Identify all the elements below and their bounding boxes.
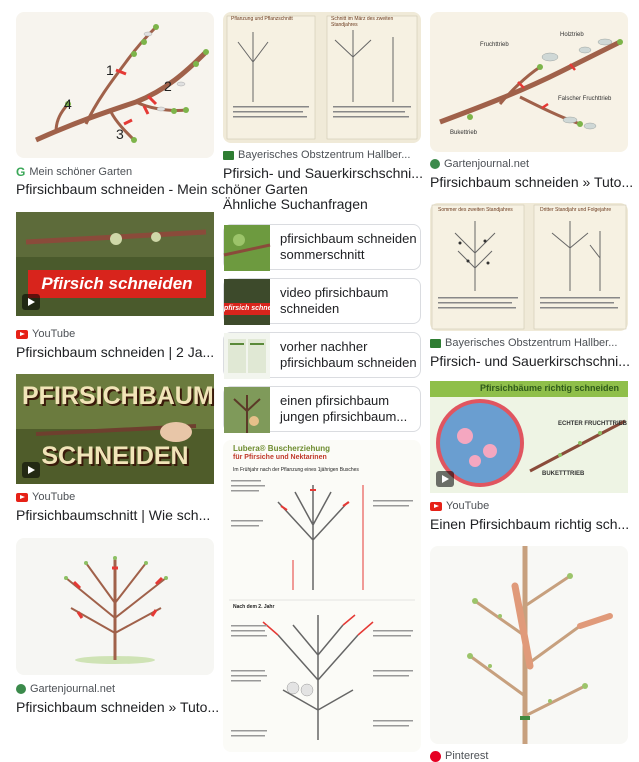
pruning-chart-image <box>223 12 421 143</box>
gartenjournal-icon <box>16 684 26 694</box>
result-source: Bayerisches Obstzentrum Hallber... <box>430 337 628 349</box>
result-title[interactable]: Pfirsich- und Sauerkirschschni... <box>223 165 423 181</box>
label-echter-fruchttrieb: ECHTER FRUCHTTRIEB <box>558 421 627 427</box>
result-thumbnail[interactable] <box>430 12 628 152</box>
result-thumbnail[interactable] <box>16 212 214 316</box>
video-overlay-title: Pfirsichbäume richtig schneiden <box>480 383 620 393</box>
related-search-label: einen pfirsichbaum jungen pfirsichbaum... <box>280 393 408 424</box>
youtube-icon <box>16 493 28 502</box>
result-thumbnail[interactable] <box>16 538 214 675</box>
result-thumbnail[interactable] <box>430 546 628 744</box>
obstzentrum-icon <box>430 339 441 348</box>
result-title[interactable]: Pfirsichbaum schneiden | 2 Ja... <box>16 344 215 360</box>
result-source: YouTube <box>16 491 214 503</box>
obstzentrum-icon <box>223 151 234 160</box>
result-title[interactable]: Pfirsichbaumschnitt | Wie sch... <box>16 507 211 523</box>
pinterest-icon <box>430 751 441 762</box>
chart-heading-right: Schnitt im März des zweiten Standjahres <box>331 16 394 28</box>
branch-number-1: 1 <box>106 62 114 78</box>
branch-number-3: 3 <box>116 126 124 142</box>
result-source: YouTube <box>430 500 628 512</box>
result-title[interactable]: Pfirsich- und Sauerkirschschni... <box>430 353 630 369</box>
result-thumbnail[interactable] <box>430 381 628 493</box>
play-icon <box>436 471 454 487</box>
result-title[interactable]: Pfirsichbaum schneiden » Tuto... <box>16 699 220 715</box>
lubera-subtitle: für Pfirsiche und Nektarinen <box>233 454 327 461</box>
video-overlay-subtitle: SCHNEIDEN <box>41 442 189 470</box>
lubera-title: Lubera® Buscherziehung <box>233 444 331 453</box>
result-thumbnail[interactable] <box>16 374 214 484</box>
related-search-item[interactable] <box>223 224 421 270</box>
video-thumbnail-image <box>430 381 628 493</box>
branch-number-2: 2 <box>164 78 172 94</box>
label-falscher-fruchttrieb: Falscher Fruchttrieb <box>558 96 612 102</box>
chart-heading-left: Pflanzung und Pflanzschnitt <box>231 16 293 22</box>
pruning-chart-image <box>430 203 628 331</box>
mein-schoener-garten-icon: G <box>16 165 26 179</box>
label-bukettrieb: BUKETTTRIEB <box>542 471 585 477</box>
result-thumbnail[interactable] <box>223 12 421 143</box>
label-fruchttrieb: Fruchttrieb <box>480 42 509 48</box>
play-icon <box>22 294 40 310</box>
result-thumbnail[interactable] <box>223 440 421 752</box>
chart-heading-right: Dritter Standjahr und Folgejahre <box>540 207 612 213</box>
related-thumbnail <box>224 333 270 379</box>
label-holztrieb: Holztrieb <box>560 32 584 38</box>
result-source: Gartenjournal.net <box>16 683 214 695</box>
related-search-item[interactable] <box>223 332 421 378</box>
lubera-year1-heading: Im Frühjahr nach der Pflanzung eines 1jährigen Busches <box>233 467 359 473</box>
youtube-icon <box>430 502 442 511</box>
related-thumbnail: pfirsich schnei <box>224 279 270 325</box>
result-title[interactable]: Einen Pfirsichbaum richtig sch... <box>430 516 630 532</box>
result-thumbnail[interactable] <box>430 203 628 331</box>
result-title[interactable]: Pfirsichbaum schneiden - Mein schöner Garten <box>16 181 308 197</box>
result-title[interactable]: Pfirsichbaum schneiden » Tuto... <box>430 174 634 190</box>
result-source: YouTube <box>16 328 214 340</box>
play-icon <box>22 462 40 478</box>
young-tree-diagram <box>16 538 214 675</box>
related-search-label: pfirsichbaum schneiden sommerschnitt <box>280 231 417 262</box>
gartenjournal-icon <box>430 159 440 169</box>
related-thumbnail <box>224 387 270 433</box>
related-thumbnail <box>224 225 270 271</box>
video-overlay-text: Pfirsich schneiden <box>28 270 206 298</box>
related-search-label: vorher nachher pfirsichbaum schneiden <box>280 339 417 370</box>
chart-heading-left: Sommer des zweiten Standjahres <box>438 207 513 213</box>
result-source: Gartenjournal.net <box>430 158 628 170</box>
tree-shoot-closeup <box>430 546 628 744</box>
branch-number-4: 4 <box>64 96 72 112</box>
video-thumbnail-image <box>16 212 214 316</box>
branch-diagram <box>16 12 214 158</box>
result-source: G Mein schöner Garten <box>16 165 133 179</box>
related-search-item[interactable] <box>223 386 421 432</box>
related-searches-heading: Ähnliche Suchanfragen <box>223 196 368 212</box>
related-search-label: video pfirsichbaum schneiden <box>280 285 389 316</box>
result-thumbnail[interactable] <box>16 12 214 158</box>
label-bukettrieb: Bukettrieb <box>450 130 478 136</box>
lubera-year2-heading: Nach dem 2. Jahr <box>233 604 275 610</box>
youtube-icon <box>16 330 28 339</box>
related-search-item[interactable] <box>223 278 421 324</box>
video-overlay-title: PFIRSICHBAUM <box>22 382 214 410</box>
result-source: Bayerisches Obstzentrum Hallber... <box>223 149 421 161</box>
lubera-training-diagram <box>223 440 421 752</box>
result-source: Pinterest <box>430 750 628 762</box>
